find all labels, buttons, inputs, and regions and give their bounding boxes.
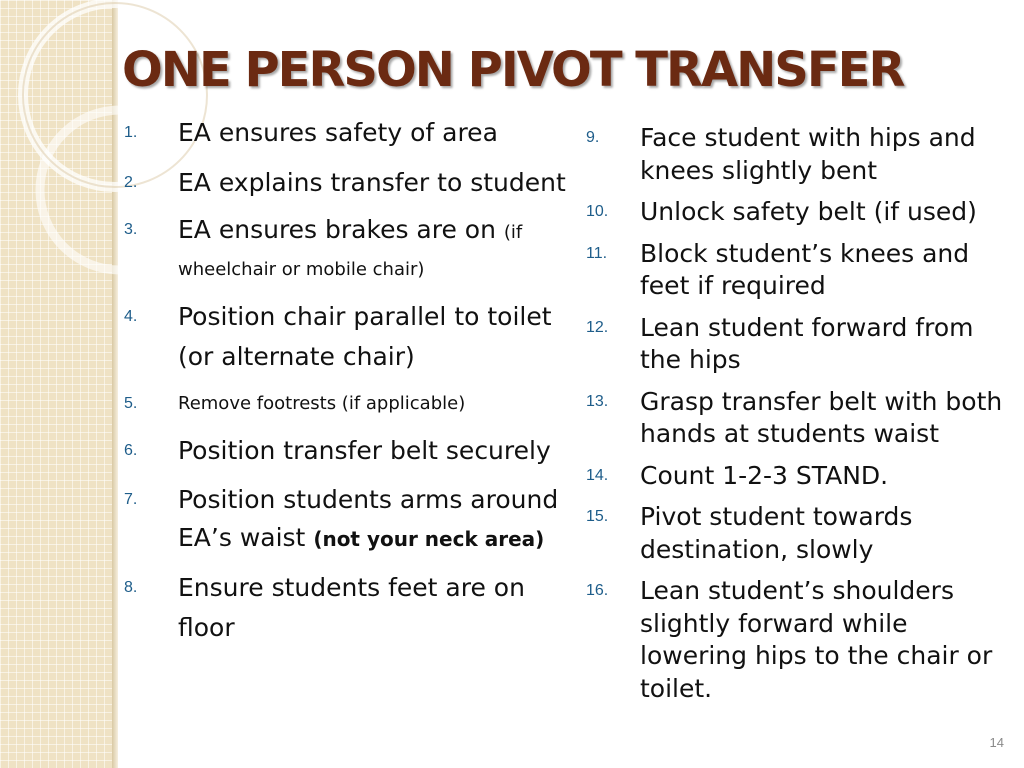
item-text: Position transfer belt securely [178, 436, 551, 465]
steps-list-left [122, 113, 572, 658]
item-text: Pivot student towards destination, slowly [640, 502, 913, 564]
list-item [584, 238, 1020, 303]
item-text: Count 1-2-3 STAND. [640, 460, 889, 490]
list-item [584, 460, 1020, 493]
item-text: Ensure students feet are on floor [178, 573, 525, 642]
item-text: Remove footrests (if applicable) [178, 393, 466, 414]
item-number: 8. [124, 579, 138, 596]
list-item [122, 163, 572, 203]
item-text: Lean student’s shoulders slightly forward while lowering hips to the chair or toilet. [640, 576, 993, 703]
item-number: 13. [586, 392, 609, 410]
item-number: 3. [124, 221, 138, 238]
item-text: Lean student forward from the hips [640, 312, 974, 374]
item-text: Block student’s knees and feet if required [640, 238, 970, 300]
item-text: Position students arms around EA’s waist [178, 485, 559, 552]
item-text: EA ensures safety of area [178, 118, 498, 147]
list-item [584, 122, 1020, 187]
list-item [122, 213, 572, 287]
slide-title: ONE PERSON PIVOT TRANSFER [122, 42, 904, 98]
list-item [584, 386, 1020, 451]
list-item [122, 387, 572, 421]
list-item [122, 431, 572, 471]
list-item [584, 312, 1020, 377]
item-text: Grasp transfer belt with both hands at students waist [640, 386, 1003, 448]
page-number: 14 [989, 735, 1004, 750]
steps-list-right [584, 122, 1020, 714]
list-item [584, 501, 1020, 566]
item-number: 6. [124, 442, 138, 459]
item-number: 7. [124, 491, 138, 508]
item-number: 15. [586, 508, 609, 525]
list-item [122, 481, 572, 558]
item-number: 5. [124, 395, 138, 412]
item-number: 10. [586, 203, 609, 220]
item-number: 16. [586, 582, 609, 599]
list-item [584, 196, 1020, 229]
item-text: Unlock safety belt (if used) [640, 197, 977, 226]
item-text: Position chair parallel to toilet (or alternate chair) [178, 302, 552, 371]
list-item [122, 297, 572, 377]
list-item [584, 575, 1020, 705]
item-number: 14. [586, 466, 609, 484]
item-number: 4. [124, 308, 138, 325]
item-number: 12. [586, 318, 609, 336]
list-item [122, 568, 572, 648]
list-item [122, 113, 572, 153]
item-number: 11. [586, 244, 608, 262]
item-text: EA ensures brakes are on [178, 215, 504, 244]
item-note: (if wheelchair or mobile chair) [178, 222, 523, 280]
item-number: 2. [124, 174, 138, 191]
item-text: Face student with hips and knees slightly bent [640, 123, 976, 185]
item-text: EA explains transfer to student [178, 168, 566, 197]
item-note: (not your neck area) [313, 527, 545, 551]
item-number: 9. [586, 129, 600, 146]
item-number: 1. [124, 124, 138, 141]
